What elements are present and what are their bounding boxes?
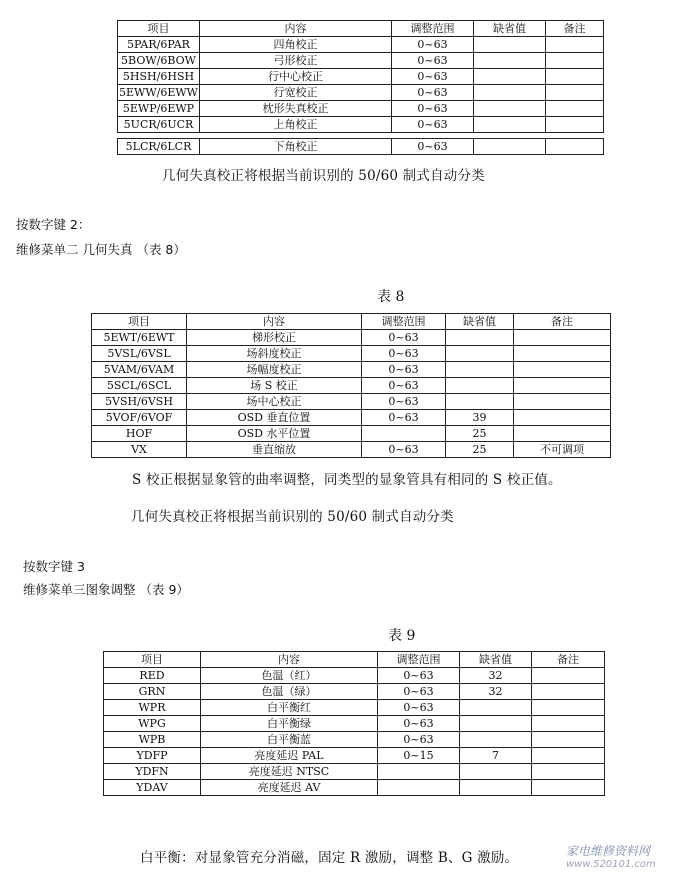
table-cell bbox=[460, 716, 532, 732]
table-cell: 行中心校正 bbox=[200, 69, 392, 85]
table-cell bbox=[378, 780, 460, 796]
table-cell bbox=[474, 101, 546, 117]
table-cell: 不可调项 bbox=[514, 442, 611, 458]
watermark-logo bbox=[566, 842, 656, 870]
table-cell bbox=[546, 101, 604, 117]
table-cell: 行宽校正 bbox=[200, 85, 392, 101]
table-cell bbox=[532, 684, 605, 700]
table-row bbox=[92, 426, 611, 442]
table-7-last-row bbox=[117, 138, 604, 155]
table-cell: 0~63 bbox=[362, 394, 446, 410]
table-cell: 场幅度校正 bbox=[187, 362, 362, 378]
table-row bbox=[92, 362, 611, 378]
table-cell bbox=[532, 700, 605, 716]
table-cell bbox=[446, 394, 514, 410]
table-cell: 色温（红） bbox=[201, 668, 378, 684]
table-cell: YDFP bbox=[104, 748, 201, 764]
table-9-caption: 表 9 bbox=[388, 628, 416, 644]
table-cell: HOF bbox=[92, 426, 187, 442]
table-cell: 亮度延迟 PAL bbox=[201, 748, 378, 764]
table-8-caption: 表 8 bbox=[377, 289, 405, 305]
table-cell bbox=[514, 362, 611, 378]
table-cell bbox=[546, 69, 604, 85]
table-cell: 0~63 bbox=[392, 37, 474, 53]
table-row bbox=[118, 69, 604, 85]
table-cell bbox=[446, 346, 514, 362]
table-cell: 0~15 bbox=[378, 748, 460, 764]
table-cell bbox=[474, 85, 546, 101]
table-cell: 0~63 bbox=[392, 85, 474, 101]
table-cell: YDAV bbox=[104, 780, 201, 796]
table-cell: VX bbox=[92, 442, 187, 458]
table-cell: 内容 bbox=[187, 314, 362, 330]
table-cell: 25 bbox=[446, 442, 514, 458]
table-cell: 0~63 bbox=[362, 346, 446, 362]
table-cell: 色温（绿） bbox=[201, 684, 378, 700]
table-cell: WPG bbox=[104, 716, 201, 732]
table-cell: 缺省值 bbox=[460, 652, 532, 668]
table-cell: 0~63 bbox=[392, 117, 474, 133]
table-cell: 5VAM/6VAM bbox=[92, 362, 187, 378]
table-cell: 亮度延迟 NTSC bbox=[201, 764, 378, 780]
table-header-row bbox=[104, 652, 605, 668]
table-row bbox=[92, 410, 611, 426]
table-row bbox=[118, 101, 604, 117]
table-cell bbox=[514, 346, 611, 362]
table-cell bbox=[532, 716, 605, 732]
table-row bbox=[118, 117, 604, 133]
table-cell: 5LCR/6LCR bbox=[118, 139, 200, 155]
table-row bbox=[92, 442, 611, 458]
table-cell: 内容 bbox=[200, 21, 392, 37]
table-cell: 四角校正 bbox=[200, 37, 392, 53]
table-row bbox=[104, 700, 605, 716]
table-cell bbox=[362, 426, 446, 442]
table-row bbox=[92, 378, 611, 394]
table-cell: 白平衡蓝 bbox=[201, 732, 378, 748]
table-cell: 亮度延迟 AV bbox=[201, 780, 378, 796]
table-cell bbox=[514, 330, 611, 346]
table-cell: 5VOF/6VOF bbox=[92, 410, 187, 426]
table-cell bbox=[532, 780, 605, 796]
table-cell: WPR bbox=[104, 700, 201, 716]
table-cell: GRN bbox=[104, 684, 201, 700]
table-row bbox=[118, 139, 604, 155]
table-cell: 0~63 bbox=[362, 442, 446, 458]
table-cell bbox=[546, 53, 604, 69]
table-row bbox=[118, 53, 604, 69]
table-cell bbox=[460, 764, 532, 780]
table-cell bbox=[474, 69, 546, 85]
table-cell bbox=[514, 410, 611, 426]
table-cell bbox=[532, 668, 605, 684]
table-cell: 5EWP/6EWP bbox=[118, 101, 200, 117]
table-cell bbox=[474, 139, 546, 155]
table-9 bbox=[103, 651, 605, 796]
table-cell bbox=[514, 426, 611, 442]
table-row bbox=[104, 780, 605, 796]
table-cell: 5VSH/6VSH bbox=[92, 394, 187, 410]
table-cell: 5HSH/6HSH bbox=[118, 69, 200, 85]
table-cell: 项目 bbox=[92, 314, 187, 330]
table-cell: 0~63 bbox=[378, 732, 460, 748]
table-cell bbox=[460, 780, 532, 796]
table-cell bbox=[532, 732, 605, 748]
note-geometry-autoclass-2: 几何失真校正将根据当前识别的 50/60 制式自动分类 bbox=[131, 509, 454, 525]
table-cell: 场斜度校正 bbox=[187, 346, 362, 362]
table-cell: 0~63 bbox=[362, 362, 446, 378]
table-cell: 5BOW/6BOW bbox=[118, 53, 200, 69]
table-cell: 场 S 校正 bbox=[187, 378, 362, 394]
table-row bbox=[118, 37, 604, 53]
table-8 bbox=[91, 313, 611, 458]
watermark-url: www.520101.com bbox=[566, 859, 656, 870]
table-cell: OSD 垂直位置 bbox=[187, 410, 362, 426]
table-cell bbox=[446, 330, 514, 346]
table-row bbox=[92, 346, 611, 362]
table-cell: RED bbox=[104, 668, 201, 684]
table-cell: 5EWT/6EWT bbox=[92, 330, 187, 346]
table-cell: 0~63 bbox=[392, 69, 474, 85]
table-cell bbox=[446, 362, 514, 378]
table-cell: 上角校正 bbox=[200, 117, 392, 133]
table-cell: 备注 bbox=[532, 652, 605, 668]
table-cell bbox=[474, 53, 546, 69]
table-cell: 下角校正 bbox=[200, 139, 392, 155]
table-cell: 弓形校正 bbox=[200, 53, 392, 69]
table-cell: 0~63 bbox=[362, 378, 446, 394]
section-9-key: 按数字键 3 bbox=[23, 559, 85, 574]
table-cell bbox=[460, 732, 532, 748]
table-cell: 调整范围 bbox=[392, 21, 474, 37]
table-header-row bbox=[118, 21, 604, 37]
table-cell: 5PAR/6PAR bbox=[118, 37, 200, 53]
table-row bbox=[92, 330, 611, 346]
table-cell: 0~63 bbox=[378, 684, 460, 700]
table-cell: 0~63 bbox=[392, 139, 474, 155]
table-cell: YDFN bbox=[104, 764, 201, 780]
table-cell bbox=[474, 37, 546, 53]
table-cell bbox=[546, 37, 604, 53]
table-7 bbox=[117, 20, 604, 133]
table-cell bbox=[546, 117, 604, 133]
table-row bbox=[104, 764, 605, 780]
table-cell bbox=[532, 764, 605, 780]
table-cell: 场中心校正 bbox=[187, 394, 362, 410]
table-cell: 0~63 bbox=[362, 410, 446, 426]
table-cell: 调整范围 bbox=[378, 652, 460, 668]
table-cell: 内容 bbox=[201, 652, 378, 668]
table-cell: 39 bbox=[446, 410, 514, 426]
table-cell: 25 bbox=[446, 426, 514, 442]
note-s-correction: S 校正根据显象管的曲率调整，同类型的显象管具有相同的 S 校正值。 bbox=[132, 472, 562, 488]
table-cell bbox=[474, 117, 546, 133]
table-cell: 白平衡绿 bbox=[201, 716, 378, 732]
table-cell: 缺省值 bbox=[446, 314, 514, 330]
table-cell: 梯形校正 bbox=[187, 330, 362, 346]
table-cell: 0~63 bbox=[392, 101, 474, 117]
table-cell: WPB bbox=[104, 732, 201, 748]
table-cell: OSD 水平位置 bbox=[187, 426, 362, 442]
note-white-balance: 白平衡：对显象管充分消磁，固定 R 激励，调整 B、G 激励。 bbox=[140, 850, 519, 866]
table-cell: 缺省值 bbox=[474, 21, 546, 37]
table-cell: 5UCR/6UCR bbox=[118, 117, 200, 133]
table-header-row bbox=[92, 314, 611, 330]
table-cell: 白平衡红 bbox=[201, 700, 378, 716]
table-cell bbox=[514, 394, 611, 410]
table-cell: 项目 bbox=[104, 652, 201, 668]
table-cell bbox=[546, 139, 604, 155]
table-cell: 32 bbox=[460, 668, 532, 684]
table-cell bbox=[514, 378, 611, 394]
note-geometry-autoclass-1: 几何失真校正将根据当前识别的 50/60 制式自动分类 bbox=[162, 168, 485, 184]
table-cell: 0~63 bbox=[392, 53, 474, 69]
section-8-title: 维修菜单二 几何失真 （表 8） bbox=[16, 242, 186, 257]
table-row bbox=[104, 716, 605, 732]
table-cell: 调整范围 bbox=[362, 314, 446, 330]
table-row bbox=[92, 394, 611, 410]
table-row bbox=[104, 668, 605, 684]
table-cell bbox=[460, 700, 532, 716]
table-cell bbox=[378, 764, 460, 780]
section-9-title: 维修菜单三图象调整 （表 9） bbox=[23, 582, 189, 597]
table-cell: 0~63 bbox=[378, 700, 460, 716]
table-row bbox=[104, 732, 605, 748]
watermark-text: 家电维修资料网 bbox=[566, 844, 651, 858]
table-cell: 垂直缩放 bbox=[187, 442, 362, 458]
table-cell: 枕形失真校正 bbox=[200, 101, 392, 117]
table-cell: 7 bbox=[460, 748, 532, 764]
table-cell: 0~63 bbox=[378, 668, 460, 684]
table-cell bbox=[532, 748, 605, 764]
table-cell: 备注 bbox=[546, 21, 604, 37]
table-cell: 32 bbox=[460, 684, 532, 700]
table-cell: 5VSL/6VSL bbox=[92, 346, 187, 362]
table-cell: 备注 bbox=[514, 314, 611, 330]
table-cell bbox=[446, 378, 514, 394]
table-cell: 0~63 bbox=[362, 330, 446, 346]
table-cell: 0~63 bbox=[378, 716, 460, 732]
section-8-key: 按数字键 2： bbox=[16, 217, 91, 232]
table-cell: 5EWW/6EWW bbox=[119, 86, 198, 99]
table-row bbox=[104, 684, 605, 700]
table-row bbox=[118, 85, 604, 101]
table-cell: 5SCL/6SCL bbox=[92, 378, 187, 394]
table-cell bbox=[546, 85, 604, 101]
table-row bbox=[104, 748, 605, 764]
table-cell: 项目 bbox=[118, 21, 200, 37]
